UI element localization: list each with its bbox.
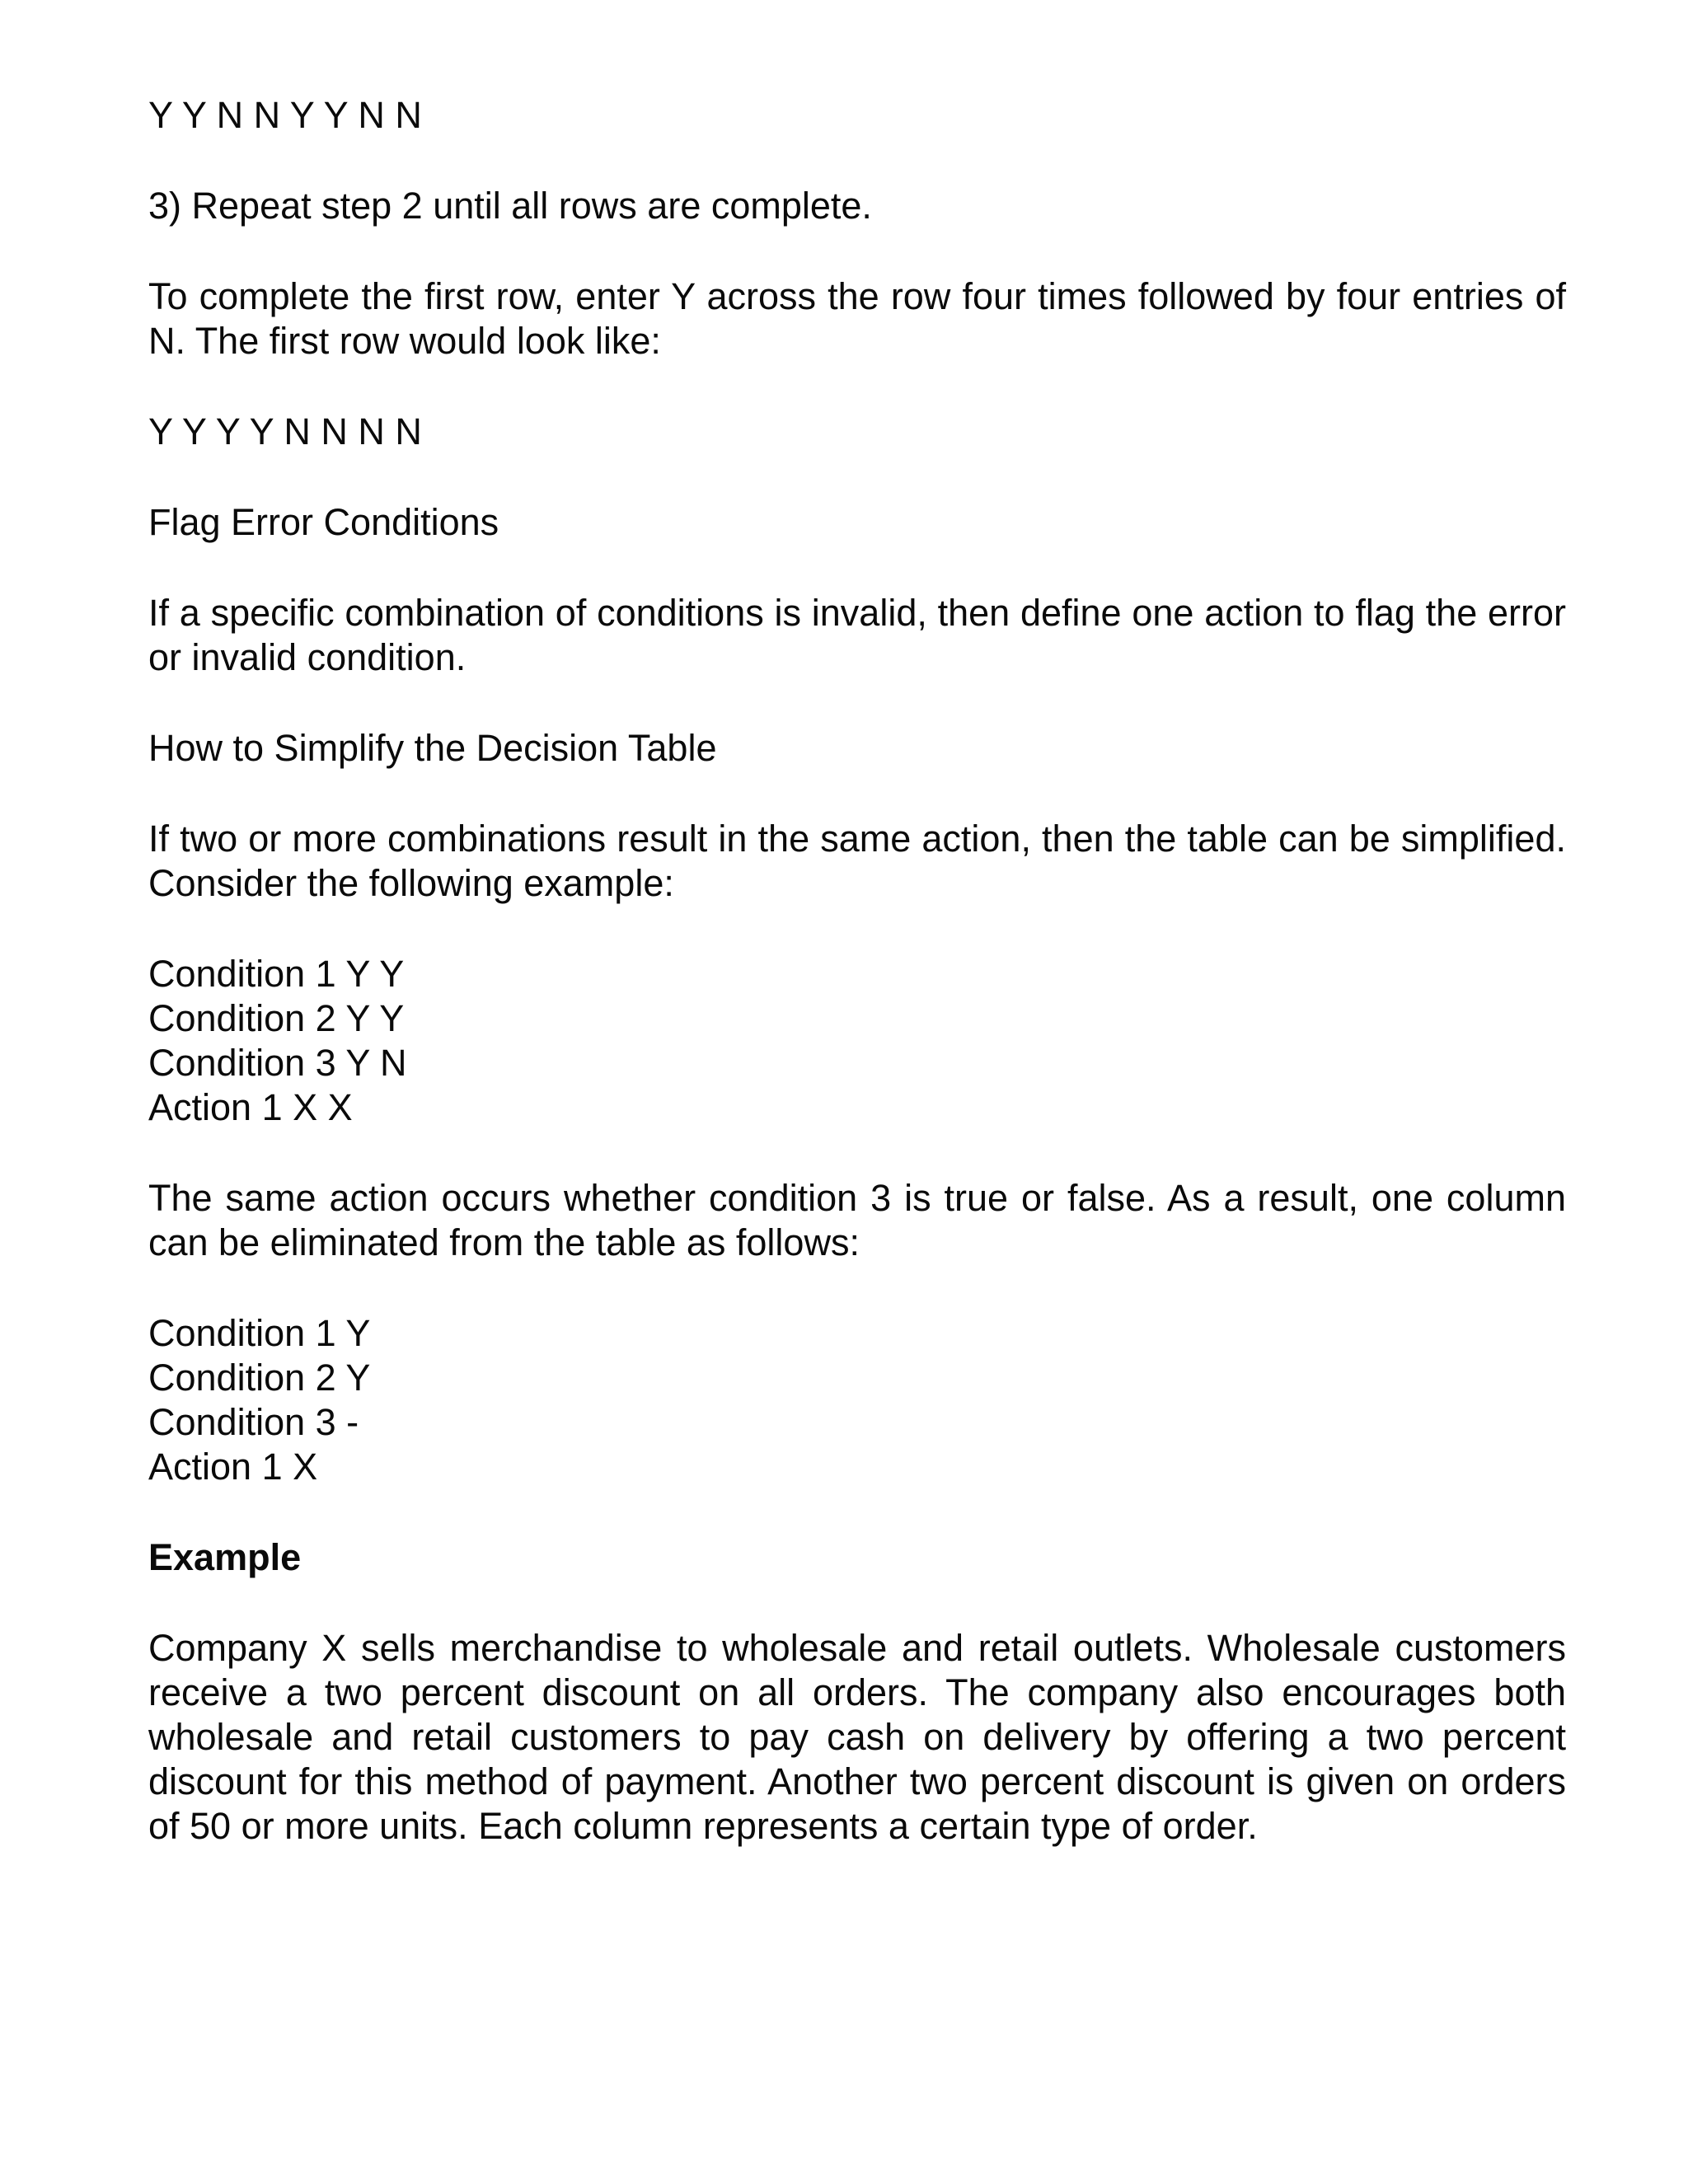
decision-table-after [148, 1311, 1566, 1489]
step-3-text: 3) Repeat step 2 until all rows are complete. [148, 185, 872, 227]
simplify-paragraph: If two or more combinations result in the same action, then the table can be simplified. Consider the following example: [148, 818, 1566, 904]
table-after-row: Condition 1 Y [148, 1312, 371, 1354]
table-after-row: Action 1 X [148, 1446, 318, 1488]
flag-errors-paragraph: If a specific combination of conditions is invalid, then define one action to flag the error or invalid condition. [148, 592, 1566, 678]
same-action-paragraph: The same action occurs whether condition 3 is true or false. As a result, one column can be eliminated from the table as follows: [148, 1177, 1566, 1263]
table-before-row: Condition 1 Y Y [148, 953, 405, 995]
table-before-row: Condition 2 Y Y [148, 997, 405, 1039]
table-before-row: Condition 3 Y N [148, 1042, 407, 1084]
example-paragraph: Company X sells merchandise to wholesale and retail outlets. Wholesale customers receive a two percent discount on all orders. The company also encourages both wholesale and retail customers to pay cash on delivery by offering a two percent discount for this method of payment. Another two percent discount is given on orders of 50 or more units. Each column represents a certain type of order. [148, 1627, 1566, 1847]
table-before-row: Action 1 X X [148, 1086, 353, 1128]
pattern-line-1: Y Y N N Y Y N N [148, 94, 422, 136]
heading-flag-errors: Flag Error Conditions [148, 501, 499, 543]
document-page [148, 93, 1566, 1895]
table-after-row: Condition 3 - [148, 1401, 359, 1443]
heading-example: Example [148, 1536, 302, 1578]
pattern-line-2: Y Y Y Y N N N N [148, 410, 422, 452]
decision-table-before [148, 952, 1566, 1130]
first-row-instruction: To complete the first row, enter Y across the row four times followed by four entries of N. The first row would look like: [148, 275, 1566, 362]
heading-simplify: How to Simplify the Decision Table [148, 727, 717, 769]
table-after-row: Condition 2 Y [148, 1357, 371, 1399]
